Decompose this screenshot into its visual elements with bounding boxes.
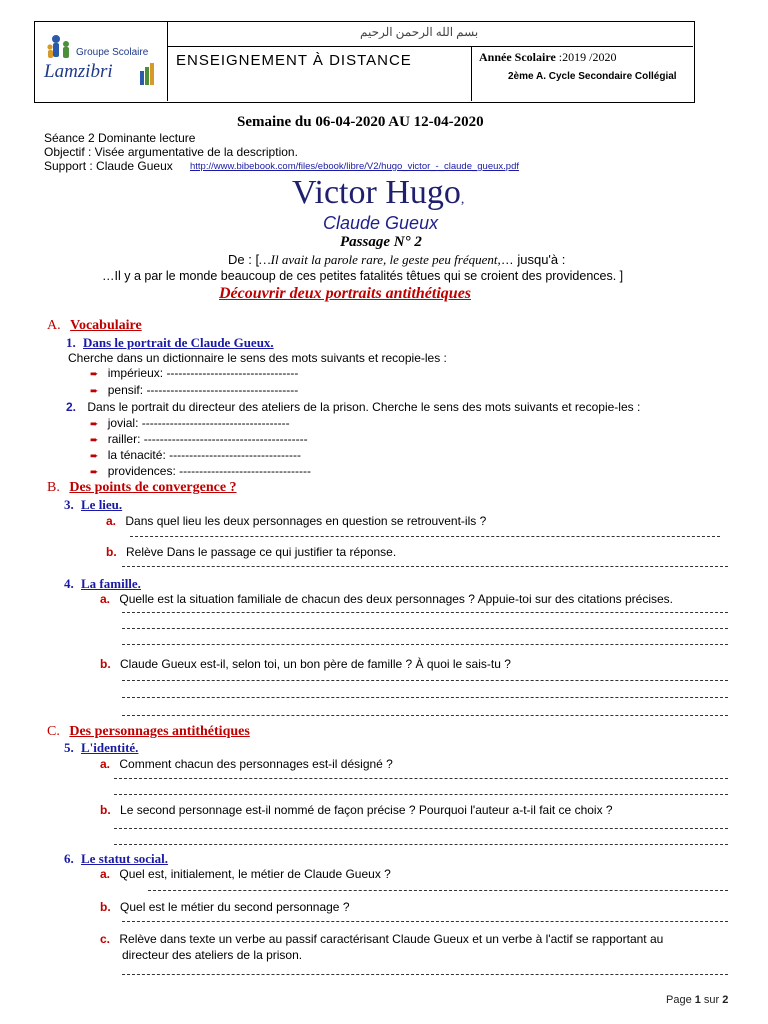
school-logo <box>42 27 160 95</box>
answer-line[interactable] <box>122 715 728 716</box>
word-label: impérieux: <box>107 366 164 380</box>
book-title: Claude Gueux <box>323 213 439 233</box>
question-text: Comment chacun des personnages est-il désigné ? <box>119 757 393 771</box>
answer-line[interactable] <box>122 628 728 629</box>
question-6b <box>100 900 350 914</box>
main-title: Découvrir deux portraits antithétiques <box>219 285 472 302</box>
question-4a <box>100 592 673 606</box>
header-divider-logo <box>167 21 168 101</box>
question-6c-continued: directeur des ateliers de la prison. <box>122 948 303 962</box>
question-text: Claude Gueux est-il, selon toi, un bon père de famille ? À quoi le sais-tu ? <box>120 657 511 671</box>
question-3b <box>106 545 396 559</box>
word-item <box>90 366 298 380</box>
word-label: providences: <box>107 464 176 478</box>
year-value: :2019 /2020 <box>555 50 617 64</box>
header-level: 2ème A. Cycle Secondaire Collégial <box>508 71 677 82</box>
page-number: 1 <box>694 994 701 1006</box>
bullet-arrow-icon: ➨ <box>90 386 99 397</box>
meta-objectif: Objectif : Visée argumentative de la description. <box>44 145 298 159</box>
page-total: 2 <box>722 994 729 1006</box>
section-c-heading <box>47 724 250 740</box>
meta-seance: Séance 2 Dominante lecture <box>44 131 196 145</box>
sub2-heading <box>66 400 640 414</box>
meta-support: Support : Claude Gueux <box>44 159 173 173</box>
passage-number: Passage N° 2 <box>340 234 422 250</box>
bullet-arrow-icon: ➨ <box>90 451 99 462</box>
s5-number: 5. <box>64 740 74 755</box>
author-suffix: , <box>460 192 465 207</box>
question-6c <box>100 932 663 947</box>
s4-heading <box>64 576 141 592</box>
page-sur: sur <box>700 994 723 1006</box>
answer-line[interactable] <box>114 778 728 779</box>
section-c-letter: C. <box>47 724 60 739</box>
question-3a <box>106 514 486 528</box>
section-b-title: Des points de convergence ? <box>69 480 237 495</box>
answer-line[interactable] <box>122 921 728 922</box>
word-label: la ténacité: <box>107 448 166 462</box>
question-text: Le second personnage est-il nommé de façon précise ? Pourquoi l'auteur a-t-il fait ce choix ? <box>120 803 613 817</box>
answer-line[interactable] <box>130 536 720 537</box>
page-footer <box>666 994 728 1006</box>
year-label: Année Scolaire <box>479 50 556 64</box>
page-label: Page <box>666 994 695 1006</box>
question-letter: a. <box>100 867 111 881</box>
s3-title: Le lieu. <box>81 497 123 512</box>
question-letter: b. <box>100 803 111 817</box>
passage-to: …Il y a par le monde beaucoup de ces petites fatalités têtues qui se croient des providences. ] <box>102 269 624 283</box>
question-letter: b. <box>100 900 111 914</box>
word-dashes: --------------------------------- <box>169 448 301 462</box>
s4-number: 4. <box>64 576 74 591</box>
question-letter: a. <box>100 592 111 606</box>
question-text: Relève dans texte un verbe au passif caractérisant Claude Gueux et un verbe à l'actif se rapportant au <box>119 932 664 946</box>
header-year <box>479 50 616 65</box>
answer-line[interactable] <box>122 680 728 681</box>
week-title: Semaine du 06-04-2020 AU 12-04-2020 <box>237 114 484 130</box>
answer-line[interactable] <box>122 697 728 698</box>
word-dashes: ----------------------------------------- <box>143 432 308 446</box>
author-name: Victor Hugo <box>292 174 461 211</box>
s3-number: 3. <box>64 497 74 512</box>
logo-text: Groupe Scolaire <box>76 47 149 58</box>
sub1-heading <box>66 335 274 351</box>
question-5b <box>100 803 613 817</box>
sub1-number: 1. <box>66 335 76 350</box>
support-link[interactable]: http://www.bibebook.com/files/ebook/libre/V2/hugo_victor_-_claude_gueux.pdf <box>190 161 520 172</box>
section-b-heading <box>47 480 237 496</box>
bullet-arrow-icon: ➨ <box>90 369 99 380</box>
s6-title: Le statut social. <box>81 851 169 866</box>
question-6a <box>100 867 391 881</box>
word-label: railler: <box>107 432 141 446</box>
question-text: Dans quel lieu les deux personnages en question se retrouvent-ils ? <box>125 514 487 528</box>
question-text: Relève Dans le passage ce qui justifier ta réponse. <box>126 545 397 559</box>
answer-line[interactable] <box>122 566 728 567</box>
section-a-title: Vocabulaire <box>70 318 142 333</box>
bullet-arrow-icon: ➨ <box>90 435 99 446</box>
word-item <box>90 416 290 430</box>
bullet-arrow-icon: ➨ <box>90 419 99 430</box>
question-text: Quel est le métier du second personnage ? <box>120 900 350 914</box>
word-item <box>90 432 308 446</box>
word-dashes: --------------------------------- <box>166 366 299 380</box>
header-divider-year <box>471 46 472 101</box>
question-letter: a. <box>100 757 111 771</box>
logo-script: Lamzibri <box>44 61 113 82</box>
answer-line[interactable] <box>114 828 728 829</box>
s5-title: L'identité. <box>81 740 139 755</box>
s4-title: La famille. <box>81 576 141 591</box>
word-label: jovial: <box>107 416 139 430</box>
answer-line[interactable] <box>114 844 728 845</box>
header-divider-horizontal <box>167 46 693 47</box>
from-quote: …Il avait la parole rare, le geste peu fréquent, <box>259 252 501 267</box>
question-letter: a. <box>106 514 117 528</box>
word-item <box>90 448 301 462</box>
section-b-letter: B. <box>47 480 60 495</box>
sub2-number: 2. <box>66 400 77 414</box>
answer-line[interactable] <box>122 612 728 613</box>
from-suffix: … jusqu'à : <box>500 252 566 267</box>
answer-line[interactable] <box>114 794 728 795</box>
word-item <box>90 383 298 397</box>
s3-heading <box>64 497 122 513</box>
sub1-title: Dans le portrait de Claude Gueux. <box>83 335 274 350</box>
word-label: pensif: <box>107 383 144 397</box>
section-a-heading <box>47 318 142 334</box>
word-dashes: ------------------------------------- <box>141 416 290 430</box>
section-a-letter: A. <box>47 318 61 333</box>
header-title: ENSEIGNEMENT À DISTANCE <box>176 52 412 69</box>
s6-number: 6. <box>64 851 74 866</box>
section-c-title: Des personnages antithétiques <box>69 724 250 739</box>
question-letter: b. <box>106 545 117 559</box>
sub1-instruction: Cherche dans un dictionnaire le sens des mots suivants et recopie-les : <box>68 351 447 365</box>
s6-heading <box>64 851 168 867</box>
question-5a <box>100 757 393 771</box>
question-text: Quelle est la situation familiale de chacun des deux personnages ? Appuie-toi sur des citations précises. <box>119 592 674 606</box>
question-4b <box>100 657 511 671</box>
question-letter: b. <box>100 657 111 671</box>
s5-heading <box>64 740 138 756</box>
word-dashes: --------------------------------- <box>179 464 311 478</box>
question-text: Quel est, initialement, le métier de Claude Gueux ? <box>119 867 391 881</box>
word-item <box>90 464 311 478</box>
from-prefix: De : [ <box>228 252 260 267</box>
sub2-instruction: Dans le portrait du directeur des ateliers de la prison. Cherche le sens des mots suivants et recopie-les : <box>87 400 641 414</box>
answer-line[interactable] <box>122 644 728 645</box>
answer-line[interactable] <box>122 974 728 975</box>
passage-from <box>228 252 565 268</box>
word-dashes: -------------------------------------- <box>146 383 299 397</box>
answer-line[interactable] <box>148 890 728 891</box>
header-calligraphy: بسم الله الرحمن الرحيم <box>360 25 479 39</box>
bullet-arrow-icon: ➨ <box>90 467 99 478</box>
question-letter: c. <box>100 932 111 946</box>
author-title <box>292 174 464 212</box>
